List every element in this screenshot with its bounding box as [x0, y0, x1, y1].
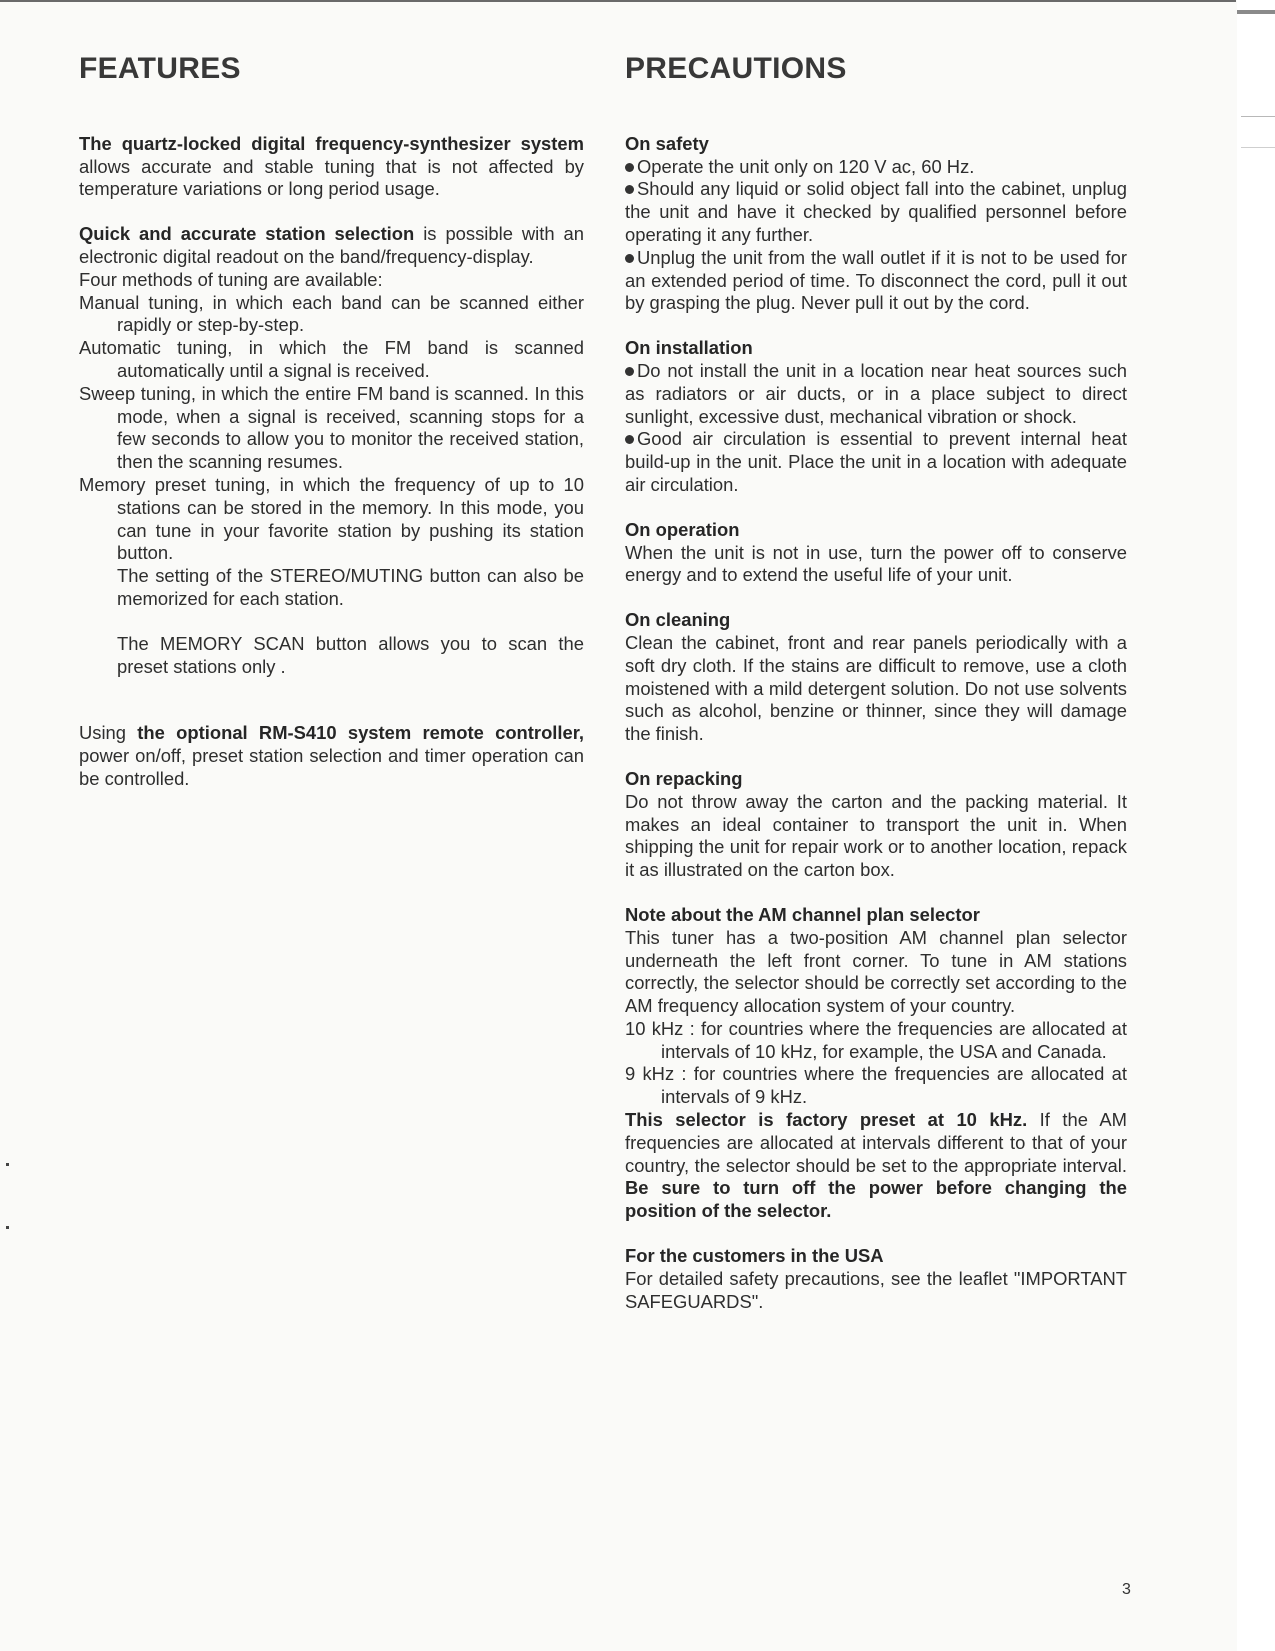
am-selector-text: This tuner has a two-position AM channel plan selector underneath the left front corner. To tune in AM stations correctly, the selector should be correctly set according to the AM frequency allocation system of your country. [625, 926, 1127, 1017]
scan-right-gutter [1237, 0, 1275, 1651]
installation-item: Do not install the unit in a location near heat sources such as radiators or air ducts, or in a place subject to direct sunlight, excessive dust, mechanical vibration or shock. [625, 359, 1127, 427]
safety-heading: On safety [625, 132, 709, 154]
cleaning-heading: On cleaning [625, 609, 731, 631]
cleaning-text: Clean the cabinet, front and rear panels periodically with a soft dry cloth. If the stains are difficult to remove, use a cloth moistened with a mild detergent solution. Do not use solvents such as alcohol, benzine or thinner, since they will damage the finish. [625, 631, 1127, 745]
features-synthesizer-paragraph: The quartz-locked digital frequency-synthesizer system allows accurate and stable tuning that is not affected by temperature variations or long period usage. [79, 132, 584, 200]
synthesizer-heading: The quartz-locked digital frequency-synthesizer system [79, 132, 584, 154]
features-column [79, 52, 585, 791]
method-automatic: Automatic tuning, in which the FM band is scanned automatically until a signal is received. [79, 337, 584, 381]
method-memory: Memory preset tuning, in which the frequency of up to 10 stations can be stored in the memory. In this mode, you can tune in your favorite station by pushing its station button. [79, 473, 584, 564]
usa-customers-heading: For the customers in the USA [625, 1245, 884, 1267]
usa-customers-text: For detailed safety precautions, see the leaflet "IMPORTANT SAFEGUARDS". [625, 1267, 1127, 1312]
safety-item: Unplug the unit from the wall outlet if it is not to be used for an extended period of time. To disconnect the cord, pull it out by grasping the plug. Never pull it out by the cord. [625, 246, 1127, 314]
installation-item: Good air circulation is essential to prevent internal heat build-up in the unit. Place the unit in a location with adequate air circulation. [625, 428, 1127, 495]
precautions-column [625, 52, 1128, 1313]
bullet-icon [625, 163, 634, 172]
method-manual: Manual tuning, in which each band can be scanned either rapidly or step-by-step. [79, 291, 584, 336]
bullet-icon [625, 254, 634, 263]
scan-left-tick [6, 1226, 9, 1229]
am-selector-heading: Note about the AM channel plan selector [625, 903, 980, 925]
installation-heading: On installation [625, 337, 753, 359]
operation-heading: On operation [625, 518, 740, 540]
repacking-text: Do not throw away the carton and the packing material. It makes an ideal container to transport the unit in. When shipping the unit for repair work or to another location, repack it as illustrated on the carton box. [625, 790, 1127, 881]
operation-text: When the unit is not in use, turn the power off to conserve energy and to extend the useful life of your unit. [625, 541, 1127, 586]
remote-controller-heading: the optional RM-S410 system remote controller, [137, 722, 585, 744]
safety-item: Should any liquid or solid object fall into the cabinet, unplug the unit and have it checked by qualified personnel before operating it any further. [625, 178, 1127, 245]
methods-intro: Four methods of tuning are available: [79, 268, 383, 290]
scan-binding-mark [1237, 10, 1275, 14]
precautions-title: PRECAUTIONS [625, 52, 847, 85]
method-sweep: Sweep tuning, in which the entire FM band is scanned. In this mode, when a signal is received, scanning stops for a few seconds to allow you to monitor the received station, then the scanning resumes. [79, 382, 584, 473]
bullet-icon [625, 185, 634, 194]
page-number: 3 [1122, 1581, 1131, 1598]
station-selection-heading: Quick and accurate station selection [79, 223, 415, 245]
bullet-icon [625, 367, 634, 376]
features-remote-paragraph: Using the optional RM-S410 system remote controller, power on/off, preset station selection and timer operation can be controlled. [79, 722, 585, 789]
page-top-edge [0, 0, 1236, 2]
bullet-icon [625, 435, 634, 444]
am-factory-preset-paragraph: This selector is factory preset at 10 kHz. If the AM frequencies are allocated at intervals different to that of your country, the selector should be set to the appropriate interval. Be sure to turn off the power before changing the position of the selector. [625, 1109, 1128, 1222]
memory-note-scan: The MEMORY SCAN button allows you to scan the preset stations only . [117, 632, 584, 677]
am-9khz-item: 9 kHz : for countries where the frequencies are allocated at intervals of 9 kHz. [625, 1063, 1127, 1108]
scan-left-tick [6, 1163, 9, 1166]
features-station-selection-paragraph: Quick and accurate station selection is possible with an electronic digital readout on the band/frequency-display. [79, 223, 584, 267]
am-10khz-item: 10 kHz : for countries where the frequencies are allocated at intervals of 10 kHz, for example, the USA and Canada. [625, 1017, 1127, 1062]
safety-item: Operate the unit only on 120 V ac, 60 Hz. [625, 156, 1127, 179]
memory-note-stereo: The setting of the STEREO/MUTING button can also be memorized for each station. [117, 565, 584, 609]
scan-edge-mark [1241, 116, 1275, 148]
repacking-heading: On repacking [625, 767, 743, 789]
features-title: FEATURES [79, 52, 241, 85]
